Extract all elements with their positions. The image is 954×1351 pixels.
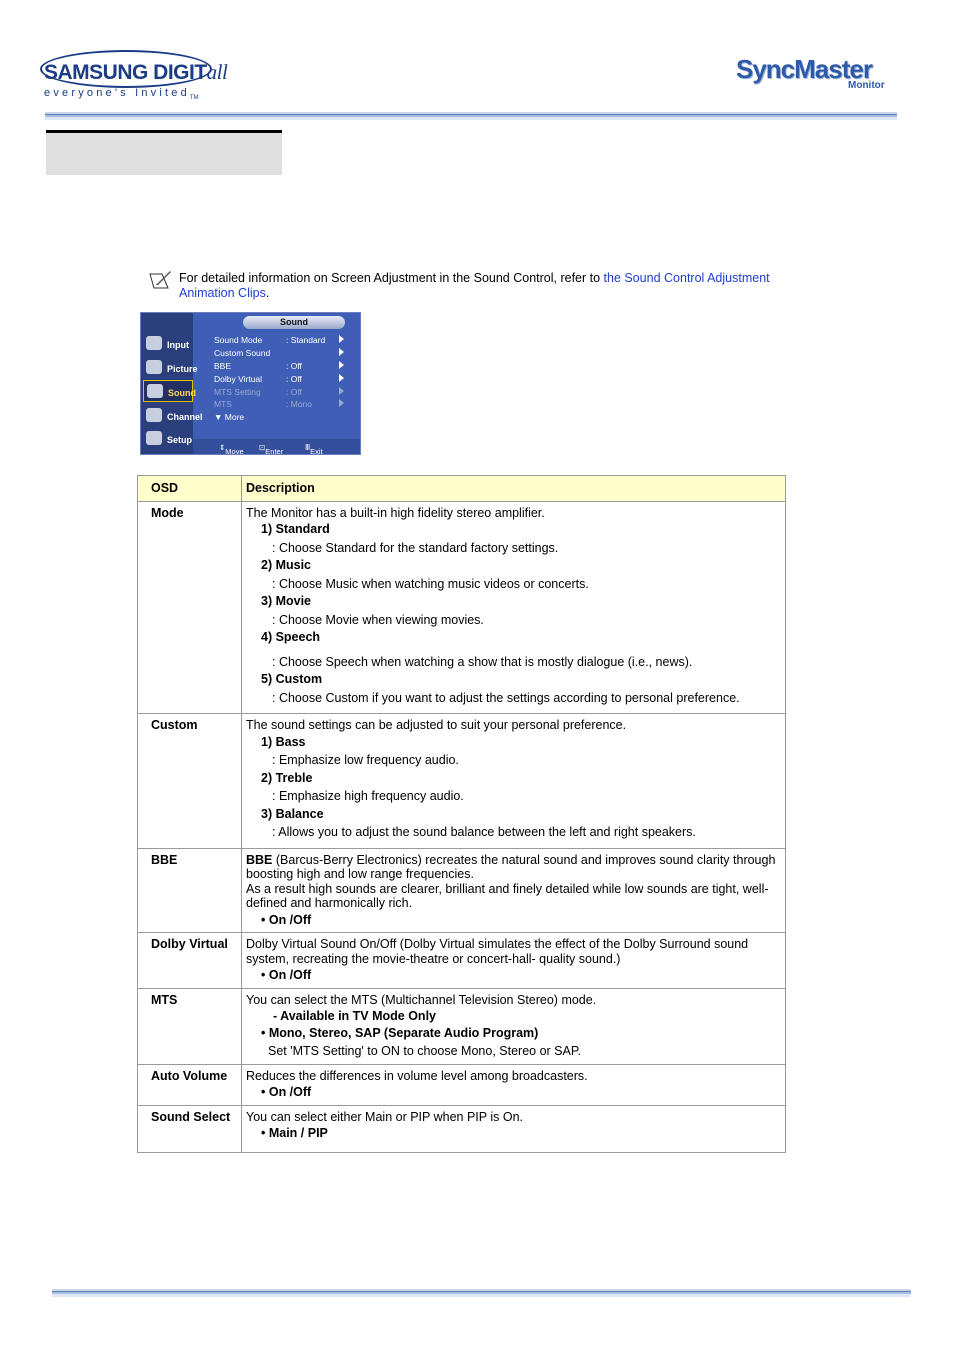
osd-footer-enter: ⊡ Enter bbox=[259, 443, 284, 455]
speaker-icon bbox=[147, 384, 163, 398]
osd-arrow-icon bbox=[339, 387, 344, 395]
row-description: Reduces the differences in volume level among broadcasters. • On /Off bbox=[242, 1064, 786, 1105]
antenna-icon bbox=[146, 408, 162, 422]
syncmaster-logo-text: SyncMaster bbox=[736, 54, 872, 84]
row-name: MTS bbox=[138, 988, 242, 1064]
row-description: You can select either Main or PIP when PIP is On. • Main / PIP bbox=[242, 1105, 786, 1152]
note-body: For detailed information on Screen Adjustment in the Sound Control, refer to bbox=[179, 271, 604, 285]
osd-row-label: MTS bbox=[214, 399, 232, 409]
samsung-logo bbox=[40, 50, 228, 102]
sound-settings-table bbox=[137, 475, 786, 1153]
osd-footer-move: ⇕ Move bbox=[219, 443, 244, 455]
note-text bbox=[179, 271, 779, 300]
row-name: Auto Volume bbox=[138, 1064, 242, 1105]
osd-row-value: : Standard bbox=[286, 335, 326, 345]
osd-arrow-icon bbox=[339, 374, 344, 382]
osd-row-label: Sound Mode bbox=[214, 335, 263, 345]
osd-sound-menu-image bbox=[140, 312, 361, 455]
header-description: Description bbox=[242, 476, 786, 502]
samsung-logo-text: SAMSUNG DIGITall bbox=[44, 60, 228, 84]
table-row bbox=[138, 1064, 786, 1105]
row-name: Mode bbox=[138, 501, 242, 714]
osd-row-label: Custom Sound bbox=[214, 348, 271, 358]
osd-arrow-icon bbox=[339, 361, 344, 369]
osd-row-value: : Off bbox=[286, 374, 302, 384]
row-description: BBE (Barcus-Berry Electronics) recreates the natural sound and improves sound clarity through boosting high and low range frequencies. As a result high sounds are clearer, brilliant and finely detailed while low sounds are tight, well-defined and harmonically rich. • On /Off bbox=[242, 848, 786, 933]
table-row bbox=[138, 848, 786, 933]
osd-row-label: BBE bbox=[214, 361, 232, 371]
row-description: The sound settings can be adjusted to suit your personal preference. 1) Bass : Emphasize low frequency audio. 2) Treble : Emphasize high frequency audio. 3) Balance : Allows you to adjust the sound balance between the left and right speakers. bbox=[242, 714, 786, 849]
row-description: The Monitor has a built-in high fidelity stereo amplifier. 1) Standard : Choose Standard for the standard factory settings. 2) Music : Choose Music when watching music videos or concerts. 3) Movie : Choose Movie when viewing movies. 4) Speech : Choose Speech when watching a show that is mostly dialogue (i.e., news). 5) Custom : Choose Custom if you want to adjust the settings according to personal preference. bbox=[242, 501, 786, 714]
picture-icon bbox=[146, 360, 162, 374]
title-bar bbox=[46, 133, 282, 175]
table-row bbox=[138, 714, 786, 849]
note-suffix: . bbox=[265, 285, 270, 300]
header-osd: OSD bbox=[138, 476, 242, 502]
osd-arrow-icon bbox=[339, 348, 344, 356]
osd-title: Sound bbox=[243, 316, 345, 329]
table-row bbox=[138, 501, 786, 714]
row-name: Custom bbox=[138, 714, 242, 849]
osd-tab-channel: Channel bbox=[143, 405, 193, 427]
osd-row-label: Dolby Virtual bbox=[214, 374, 263, 384]
table-header-row bbox=[138, 476, 786, 502]
syncmaster-logo bbox=[736, 54, 896, 94]
osd-arrow-icon bbox=[339, 399, 344, 407]
osd-footer-exit: Ⅲ Exit bbox=[305, 443, 323, 455]
tools-icon bbox=[146, 431, 162, 445]
sound-animation-link[interactable]: the Sound Control Adjustment Animation Clips bbox=[179, 271, 770, 300]
osd-row-value: : Mono bbox=[286, 399, 312, 409]
table-row bbox=[138, 988, 786, 1064]
osd-footer bbox=[193, 439, 361, 455]
triangle-down-icon: ▼ bbox=[214, 412, 223, 422]
osd-tab-setup: Setup bbox=[143, 428, 193, 450]
osd-more: ▼ More bbox=[214, 412, 245, 422]
input-icon bbox=[146, 336, 162, 350]
osd-tab-picture: Picture bbox=[143, 357, 193, 379]
osd-row-label: MTS Setting bbox=[214, 387, 261, 397]
row-name: Sound Select bbox=[138, 1105, 242, 1152]
footer-rule bbox=[52, 1289, 911, 1297]
note-pencil-icon bbox=[148, 270, 172, 292]
samsung-logo-tagline: everyone's Invited$_{TM}$ bbox=[44, 87, 199, 102]
header-rule bbox=[45, 112, 897, 120]
row-name: BBE bbox=[138, 848, 242, 933]
row-description: You can select the MTS (Multichannel Television Stereo) mode. - Available in TV Mode Only • Mono, Stereo, SAP (Separate Audio Program) Set 'MTS Setting' to ON to choose Mono, Stereo or SAP. bbox=[242, 988, 786, 1064]
osd-tab-input: Input bbox=[143, 333, 193, 355]
osd-arrow-icon bbox=[339, 335, 344, 343]
table-row bbox=[138, 933, 786, 989]
osd-row-value: : Off bbox=[286, 387, 302, 397]
row-description: Dolby Virtual Sound On/Off (Dolby Virtual simulates the effect of the Dolby Surround sound system, recreating the movie-theatre or concert-hall- quality sound.) • On /Off bbox=[242, 933, 786, 989]
table-row bbox=[138, 1105, 786, 1152]
osd-tab-sound: Sound bbox=[143, 380, 193, 402]
osd-row-value: : Off bbox=[286, 361, 302, 371]
syncmaster-logo-sub: Monitor bbox=[848, 80, 885, 91]
row-name: Dolby Virtual bbox=[138, 933, 242, 989]
